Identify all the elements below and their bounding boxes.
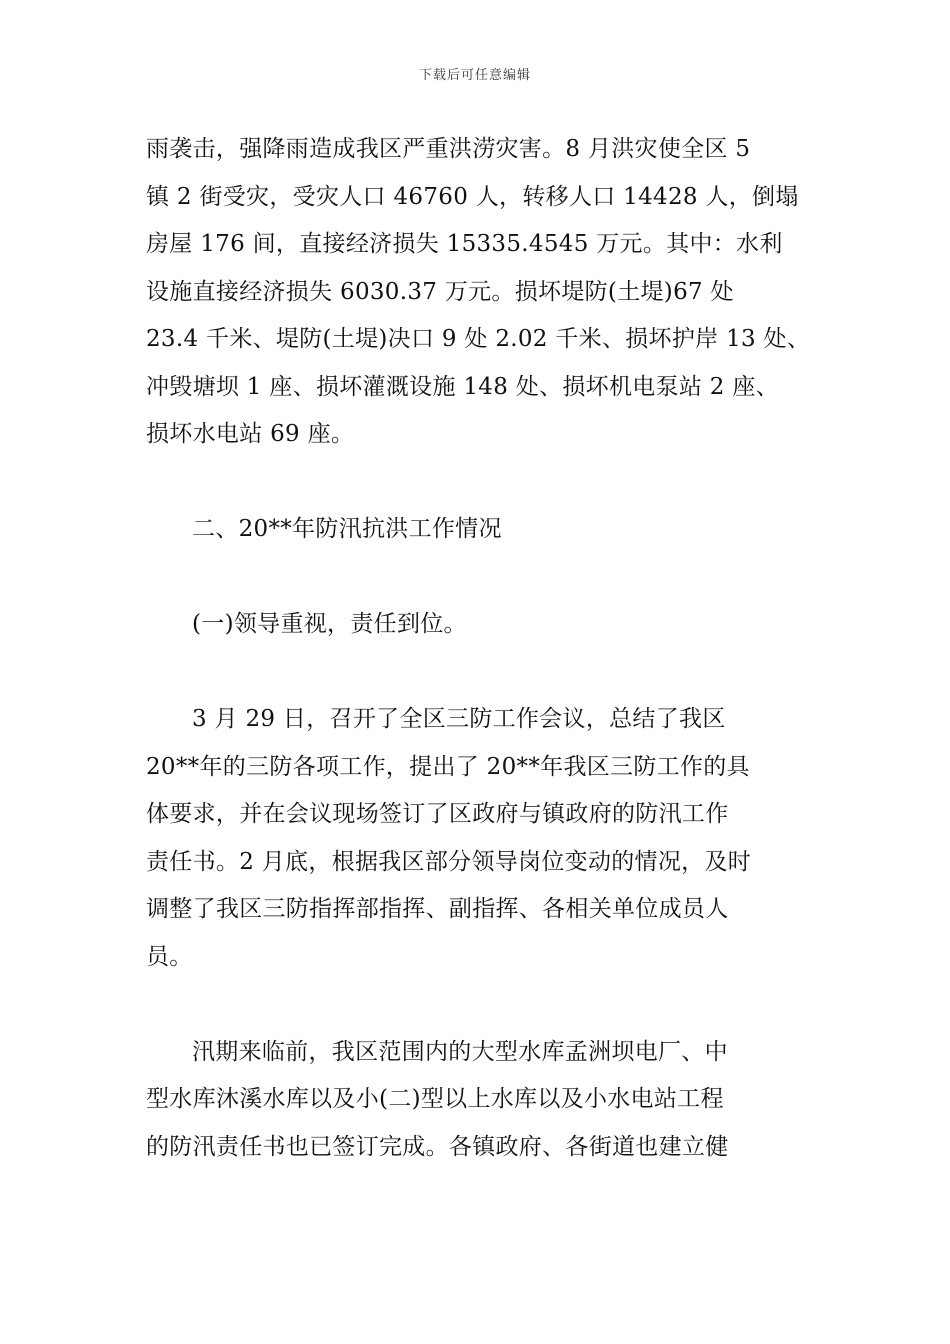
text-line: 调整了我区三防指挥部指挥、副指挥、各相关单位成员人 [146, 896, 729, 922]
text-line: 汛期来临前，我区范围内的大型水库孟洲坝电厂、中 [192, 1038, 728, 1065]
text-line: 20**年的三防各项工作，提出了 20**年我区三防工作的具 [146, 753, 750, 780]
subsection-heading-text: (一)领导重视，责任到位。 [192, 611, 467, 637]
text-line: 的防汛责任书也已签订完成。各镇政府、各街道也建立健 [146, 1133, 729, 1160]
text-line: 型水库沐溪水库以及小(二)型以上水库以及小水电站工程 [146, 1086, 724, 1112]
text-line: 设施直接经济损失 6030.37 万元。损坏堤防(土堤)67 处 [146, 278, 734, 305]
document-body [146, 126, 816, 1171]
subsection-heading [146, 601, 816, 649]
flood-damage-paragraph [146, 126, 816, 459]
text-line: 雨袭击，强降雨造成我区严重洪涝灾害。8 月洪灾使全区 5 [146, 136, 751, 162]
paragraph-spacer [146, 554, 816, 602]
text-line: 23.4 千米、堤防(土堤)决口 9 处 2.02 千米、损坏护岸 13 处、 [146, 326, 811, 352]
text-line: 冲毁塘坝 1 座、损坏灌溉设施 148 处、损坏机电泵站 2 座、 [146, 373, 779, 400]
text-line: 员。 [146, 943, 193, 970]
text-line: 3 月 29 日，召开了全区三防工作会议，总结了我区 [192, 706, 726, 732]
text-line: 责任书。2 月底，根据我区部分领导岗位变动的情况，及时 [146, 848, 752, 875]
paragraph-spacer [146, 649, 816, 697]
page-header-note: 下载后可任意编辑 [418, 68, 531, 83]
paragraph-spacer [146, 981, 816, 1029]
text-line: 镇 2 街受灾，受灾人口 46760 人，转移人口 14428 人，倒塌 [146, 183, 799, 210]
text-line: 房屋 176 间，直接经济损失 15335.4545 万元。其中：水利 [146, 231, 783, 257]
meeting-paragraph [146, 696, 816, 981]
text-line: 体要求，并在会议现场签订了区政府与镇政府的防汛工作 [146, 801, 729, 827]
text-line: 损坏水电站 69 座。 [146, 421, 355, 447]
paragraph-spacer [146, 459, 816, 507]
responsibility-paragraph [146, 1029, 816, 1172]
section-heading [146, 506, 816, 554]
section-heading-text: 二、20**年防汛抗洪工作情况 [192, 516, 502, 542]
